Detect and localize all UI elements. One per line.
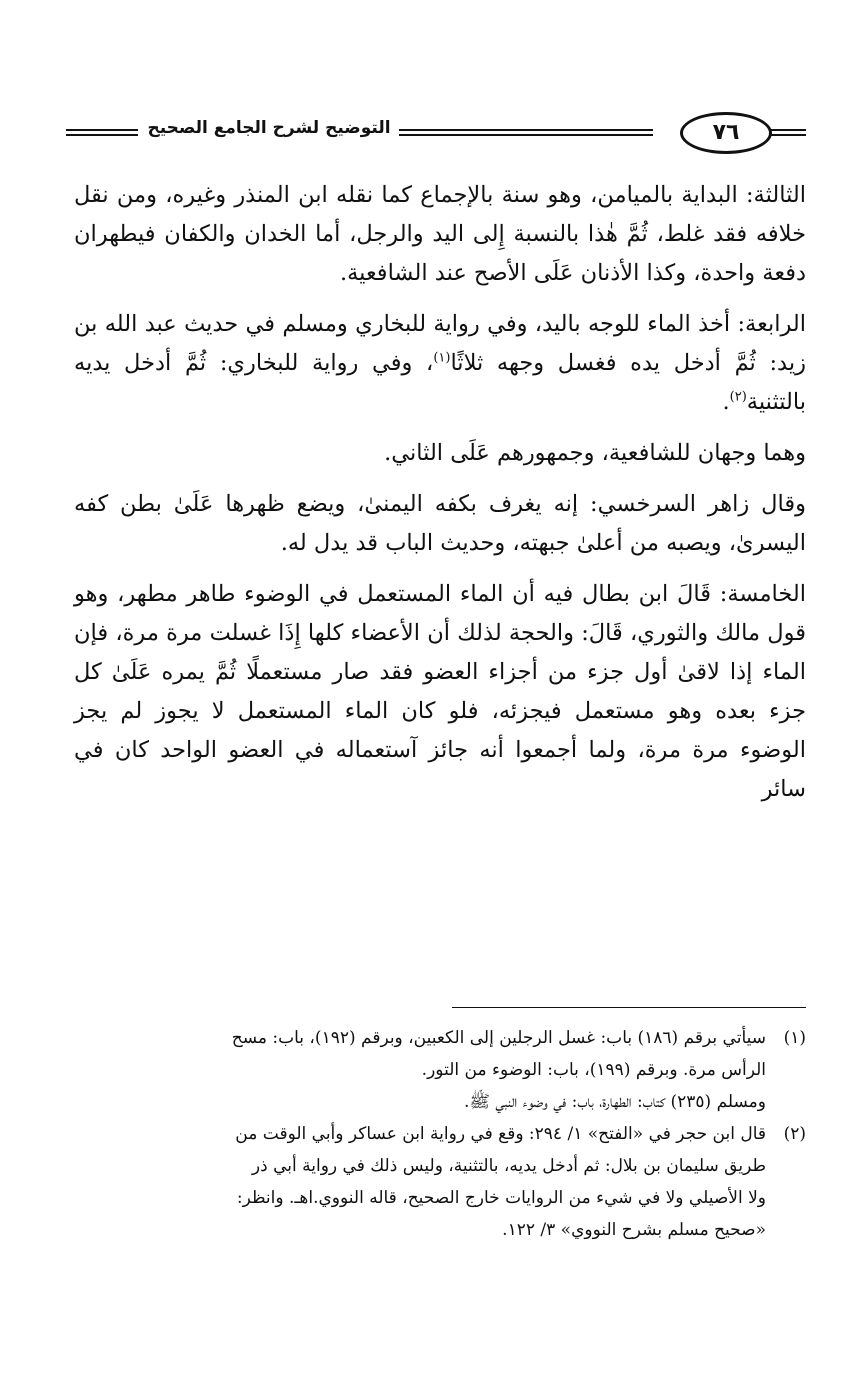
header-rule-middle (399, 129, 653, 131)
paragraph-fourth-point (74, 305, 806, 422)
footnote-line: ولا الأصيلي ولا في شيء من الروايات خارج الصحيح، قاله النووي.اهـ. وانظر: (236, 1188, 766, 1208)
footnotes (74, 1022, 806, 1246)
footnote-line: سيأتي برقم (١٨٦) باب: غسل الرجلين إلى الكعبين، وبرقم (١٩٢)، باب: مسح (231, 1028, 766, 1048)
footnote-body (74, 1118, 766, 1246)
footnote-line: طريق سليمان بن بلال: ثم أدخل يديه، بالتثنية، وليس ذلك في رواية أبي ذر (251, 1156, 766, 1176)
footnote-line: ومسلم (٢٣٥) كتاب: الطهارة، باب: في وضوء النبي ﷺ. (463, 1092, 766, 1112)
page-number-badge (680, 112, 772, 154)
footnote-ref-2[interactable]: (٢) (729, 389, 747, 405)
footnote-separator (452, 1007, 806, 1008)
footnote-number: (١) (783, 1028, 806, 1048)
footnote-line: قال ابن حجر في «الفتح» ١/ ٢٩٤: وقع في رواية ابن عساكر وأبي الوقت من (235, 1124, 766, 1144)
footnote-body (74, 1022, 766, 1118)
running-title: التوضيح لشرح الجامع الصحيح (147, 118, 391, 138)
paragraph-fifth-point: الخامسة: قَالَ ابن بطال فيه أن الماء المستعمل في الوضوء طاهر مطهر، وهو قول مالك والثوري، قَالَ: والحجة لذلك أن الأعضاء كلها إِذَا غسلت مرة مرة، فإن الماء إذا لاقىٰ أول جزء من أجزاء العضو فقد صار مستعملًا ثُمَّ يمره عَلَىٰ كل جزء بعده وهو مستعمل فيجزئه، فلو كان الماء المستعمل لا يجوز لم يجز الوضوء مرة مرة، ولما أجمعوا أنه جائز آستعماله في العضو الواحد كان في سائر (74, 581, 806, 802)
paragraph-text: . (722, 389, 730, 415)
header-rule-right (771, 129, 806, 131)
paragraph-sarakhsi: وقال زاهر السرخسي: إنه يغرف بكفه اليمنىٰ، ويضع ظهرها عَلَىٰ بطن كفه اليسرىٰ، ويصبه من أعلىٰ جبهته، وحديث الباب قد يدل له. (74, 491, 806, 556)
page-number: ٧٦ (712, 120, 740, 145)
footnote-2 (74, 1118, 806, 1246)
paragraph-text: الرابعة: أخذ الماء للوجه باليد، وفي رواية للبخاري ومسلم في حديث عبد الله بن زيد: ثُمَّ أدخل يده فغسل وجهه ثلاثًا (74, 311, 806, 376)
header-rule-left (66, 129, 138, 131)
running-header (66, 112, 806, 156)
paragraph-third-point: الثالثة: البداية بالميامن، وهو سنة بالإجماع كما نقله ابن المنذر وغيره، ومن نقل خلافه فقد غلط، ثُمَّ هٰذا بالنسبة إِلى اليد والرجل، أما الخدان والكفان فيطهران دفعة واحدة، وكذا الأذنان عَلَى الأصح عند الشافعية. (74, 182, 806, 286)
footnote-ref-1[interactable]: (١) (433, 350, 451, 366)
footnote-number: (٢) (783, 1124, 806, 1144)
footnote-line: «صحيح مسلم بشرح النووي» ٣/ ١٢٢. (502, 1220, 766, 1240)
footnote-line: الرأس مرة. وبرقم (١٩٩)، باب: الوضوء من التور. (421, 1060, 766, 1080)
main-text (74, 176, 806, 821)
paragraph-text: ، وفي رواية للبخاري: ثُمَّ أدخل يديه بالتثنية (74, 350, 806, 415)
footnote-1 (74, 1022, 806, 1118)
paragraph-two-views: وهما وجهان للشافعية، وجمهورهم عَلَى الثاني. (384, 440, 806, 466)
